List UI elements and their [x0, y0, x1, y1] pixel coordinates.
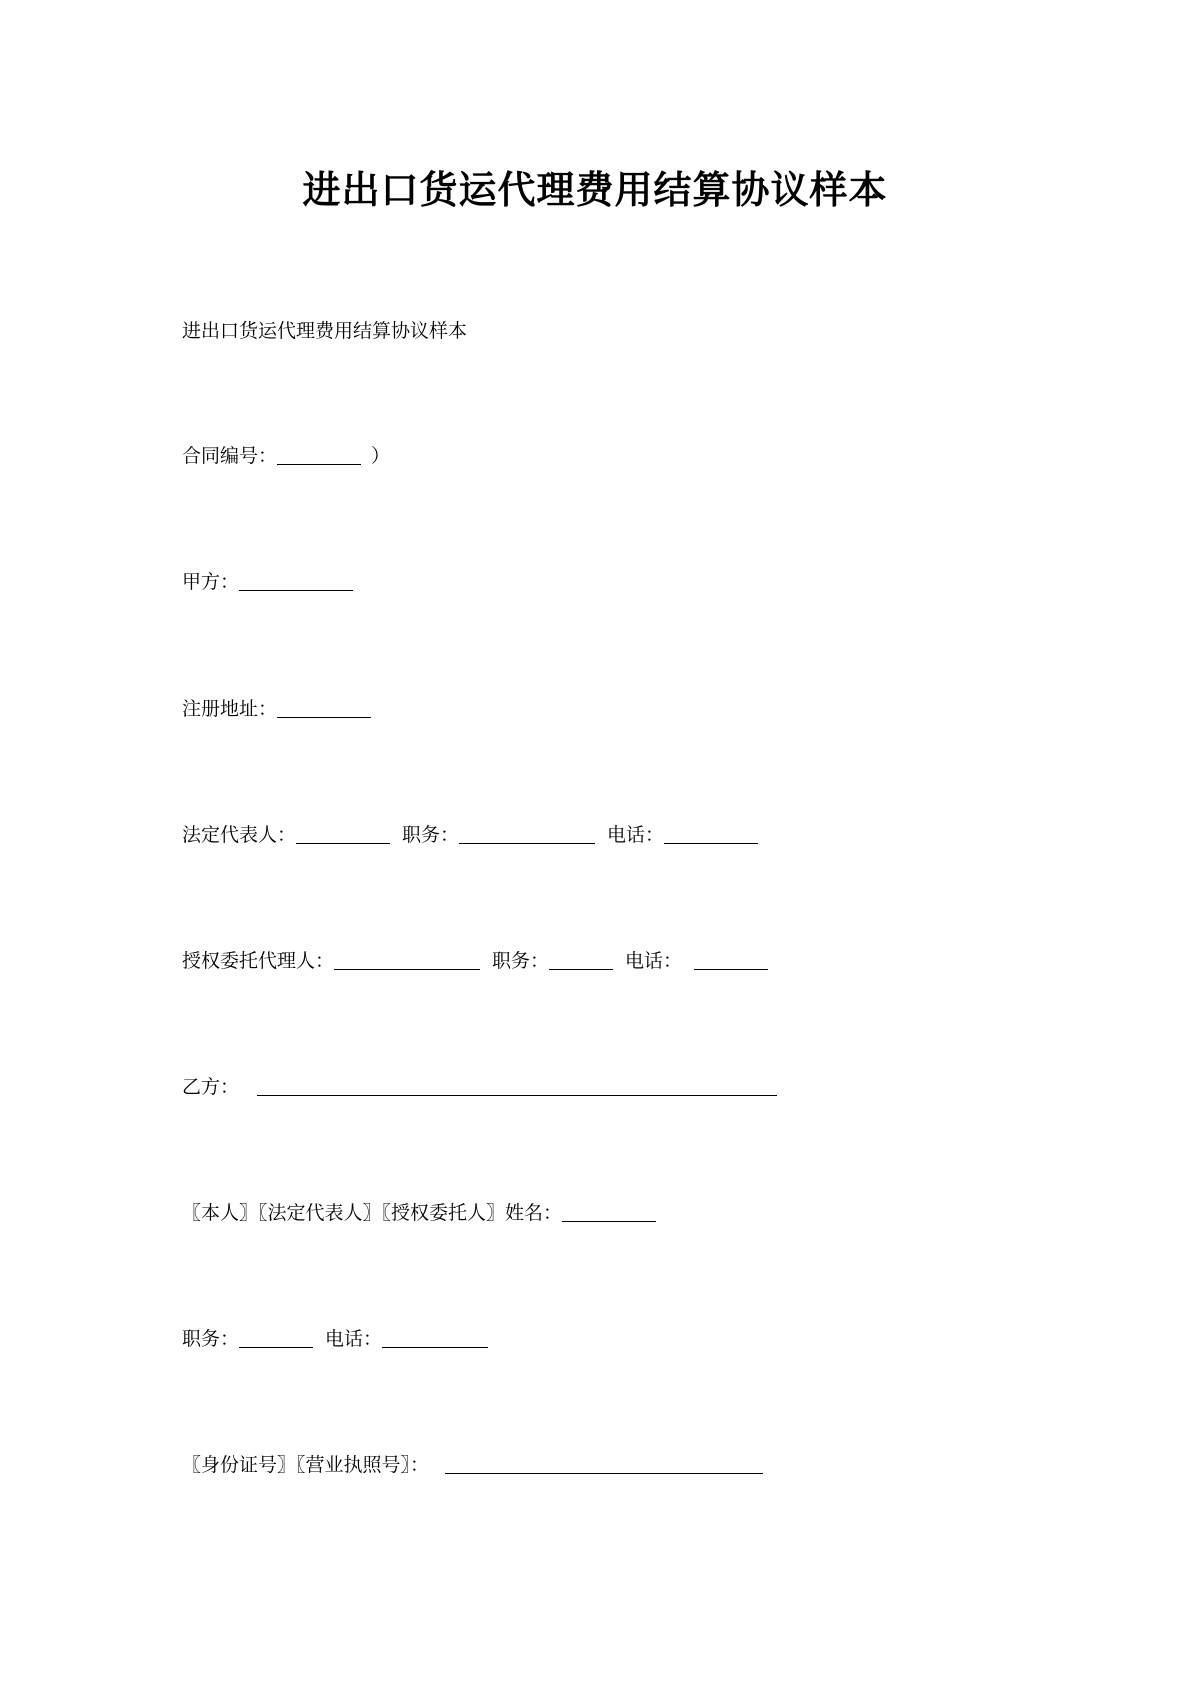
contract-number-row	[182, 443, 390, 469]
party-b-name-row	[182, 1200, 656, 1226]
party-b-phone-label: 电话：	[325, 1328, 383, 1350]
party-b-label: 乙方：	[182, 1076, 240, 1098]
authorized-agent-position-label: 职务：	[492, 950, 550, 972]
id-number-row	[182, 1452, 763, 1478]
legal-representative-label: 法定代表人：	[182, 824, 297, 846]
party-b-blank[interactable]	[257, 1075, 777, 1096]
id-number-label: 〖身份证号〗〖营业执照号〗：	[182, 1454, 430, 1476]
party-a-label: 甲方：	[182, 571, 240, 593]
party-b-position-blank[interactable]	[239, 1327, 313, 1348]
party-b-phone-blank[interactable]	[382, 1327, 488, 1348]
party-a-row	[182, 569, 353, 595]
subtitle-text: 进出口货运代理费用结算协议样本	[182, 320, 468, 342]
authorized-agent-position-blank[interactable]	[549, 949, 613, 970]
contract-number-suffix: ）	[371, 445, 391, 467]
legal-representative-blank[interactable]	[296, 823, 390, 844]
registered-address-label: 注册地址：	[182, 698, 278, 720]
legal-representative-phone-label: 电话：	[607, 824, 665, 846]
contract-number-label: 合同编号：	[182, 445, 278, 467]
authorized-agent-phone-label: 电话：	[625, 950, 683, 972]
party-b-name-blank[interactable]	[562, 1201, 656, 1222]
legal-representative-phone-blank[interactable]	[664, 823, 758, 844]
registered-address-blank[interactable]	[277, 697, 371, 718]
legal-representative-position-label: 职务：	[402, 824, 460, 846]
subtitle	[182, 318, 467, 344]
registered-address-row	[182, 696, 371, 722]
legal-representative-position-blank[interactable]	[459, 823, 595, 844]
authorized-agent-blank[interactable]	[334, 949, 480, 970]
authorized-agent-row	[182, 948, 768, 974]
party-a-blank[interactable]	[239, 570, 353, 591]
party-b-position-row	[182, 1326, 488, 1352]
legal-representative-row	[182, 822, 758, 848]
page-title: 进出口货运代理费用结算协议样本	[302, 167, 888, 212]
id-number-blank[interactable]	[445, 1453, 763, 1474]
authorized-agent-label: 授权委托代理人：	[182, 950, 335, 972]
party-b-name-label: 〖本人〗〖法定代表人〗〖授权委托人〗姓名：	[182, 1202, 563, 1224]
party-b-position-label: 职务：	[182, 1328, 240, 1350]
authorized-agent-phone-blank[interactable]	[694, 949, 768, 970]
contract-number-blank[interactable]	[277, 444, 361, 465]
party-b-row	[182, 1074, 777, 1100]
